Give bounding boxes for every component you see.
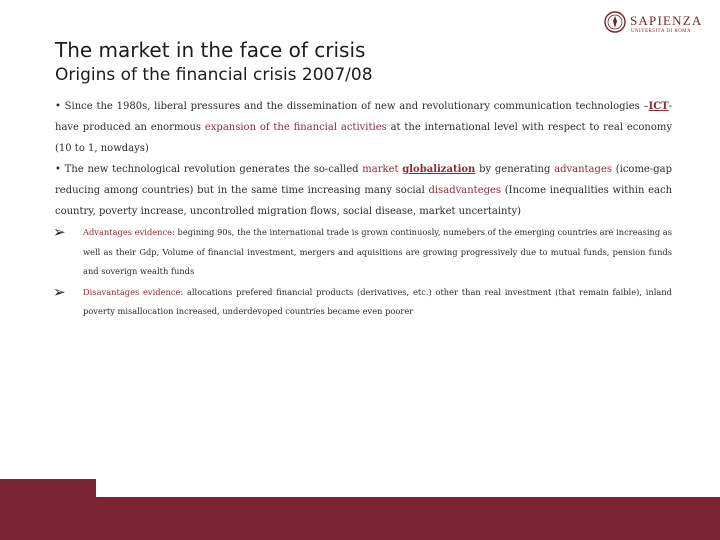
- expansion-highlight: expansion of the financial activities: [204, 122, 387, 133]
- slide-subtitle: Origins of the financial crisis 2007/08: [55, 65, 373, 85]
- disadvantages-highlight: disadvanteges: [428, 185, 502, 196]
- logo-name: SAPIENZA: [630, 13, 703, 28]
- item-text: : allocations prefered financial products (derivatives, etc.) other than real investment (that remain faible), inland poverty misallocation increased, underdevoped countries became even poorer: [83, 286, 672, 316]
- disadvantages-item: [55, 283, 672, 322]
- slide-title: The market in the face of crisis: [55, 38, 366, 62]
- globalization-keyword: globalization: [402, 164, 476, 175]
- bullet-paragraph-1: • Since the 1980s, liberal pressures and the dissemination of new and revolutionary communication technologies –ICT- have produced an enormous expansion of the financial activities at the international level with respect to real economy (10 to 1, nowdays): [55, 101, 672, 154]
- university-seal-icon: [604, 11, 626, 33]
- bullet-paragraph-2: • The new technological revolution generates the so-called market globalization by generating advantages (icome-gap reducing among countries) but in the same time increasing many social disadvanteges (Income inequalities within each country, poverty increase, uncontrolled migration flows, social disease, market uncertainty): [55, 164, 673, 217]
- slide-body: [55, 96, 672, 322]
- arrow-bullet-icon: ➢: [53, 282, 66, 301]
- item-label: Advantages evidence: [83, 227, 173, 237]
- arrow-bullet-icon: ➢: [53, 223, 66, 241]
- footer-tab-decoration: [0, 479, 96, 499]
- advantages-item: [55, 223, 672, 282]
- ict-keyword: ICT: [648, 101, 669, 112]
- logo-subtitle: UNIVERSITÀ DI ROMA: [631, 29, 691, 34]
- market-highlight: market: [362, 164, 403, 175]
- item-label: Disavantages evidence: [83, 286, 181, 297]
- sapienza-logo: [604, 8, 714, 38]
- item-text: : begining 90s, the the international trade is grown continuosly, numebers of the emerging countries are increasing as well as their Gdp, Volume of financial investment, mergers and aquisitions are growing progressively due to mutual funds, pension funds and soverign wealth funds: [83, 227, 672, 276]
- footer-band: [0, 497, 720, 540]
- advantages-highlight: advantages: [554, 164, 612, 175]
